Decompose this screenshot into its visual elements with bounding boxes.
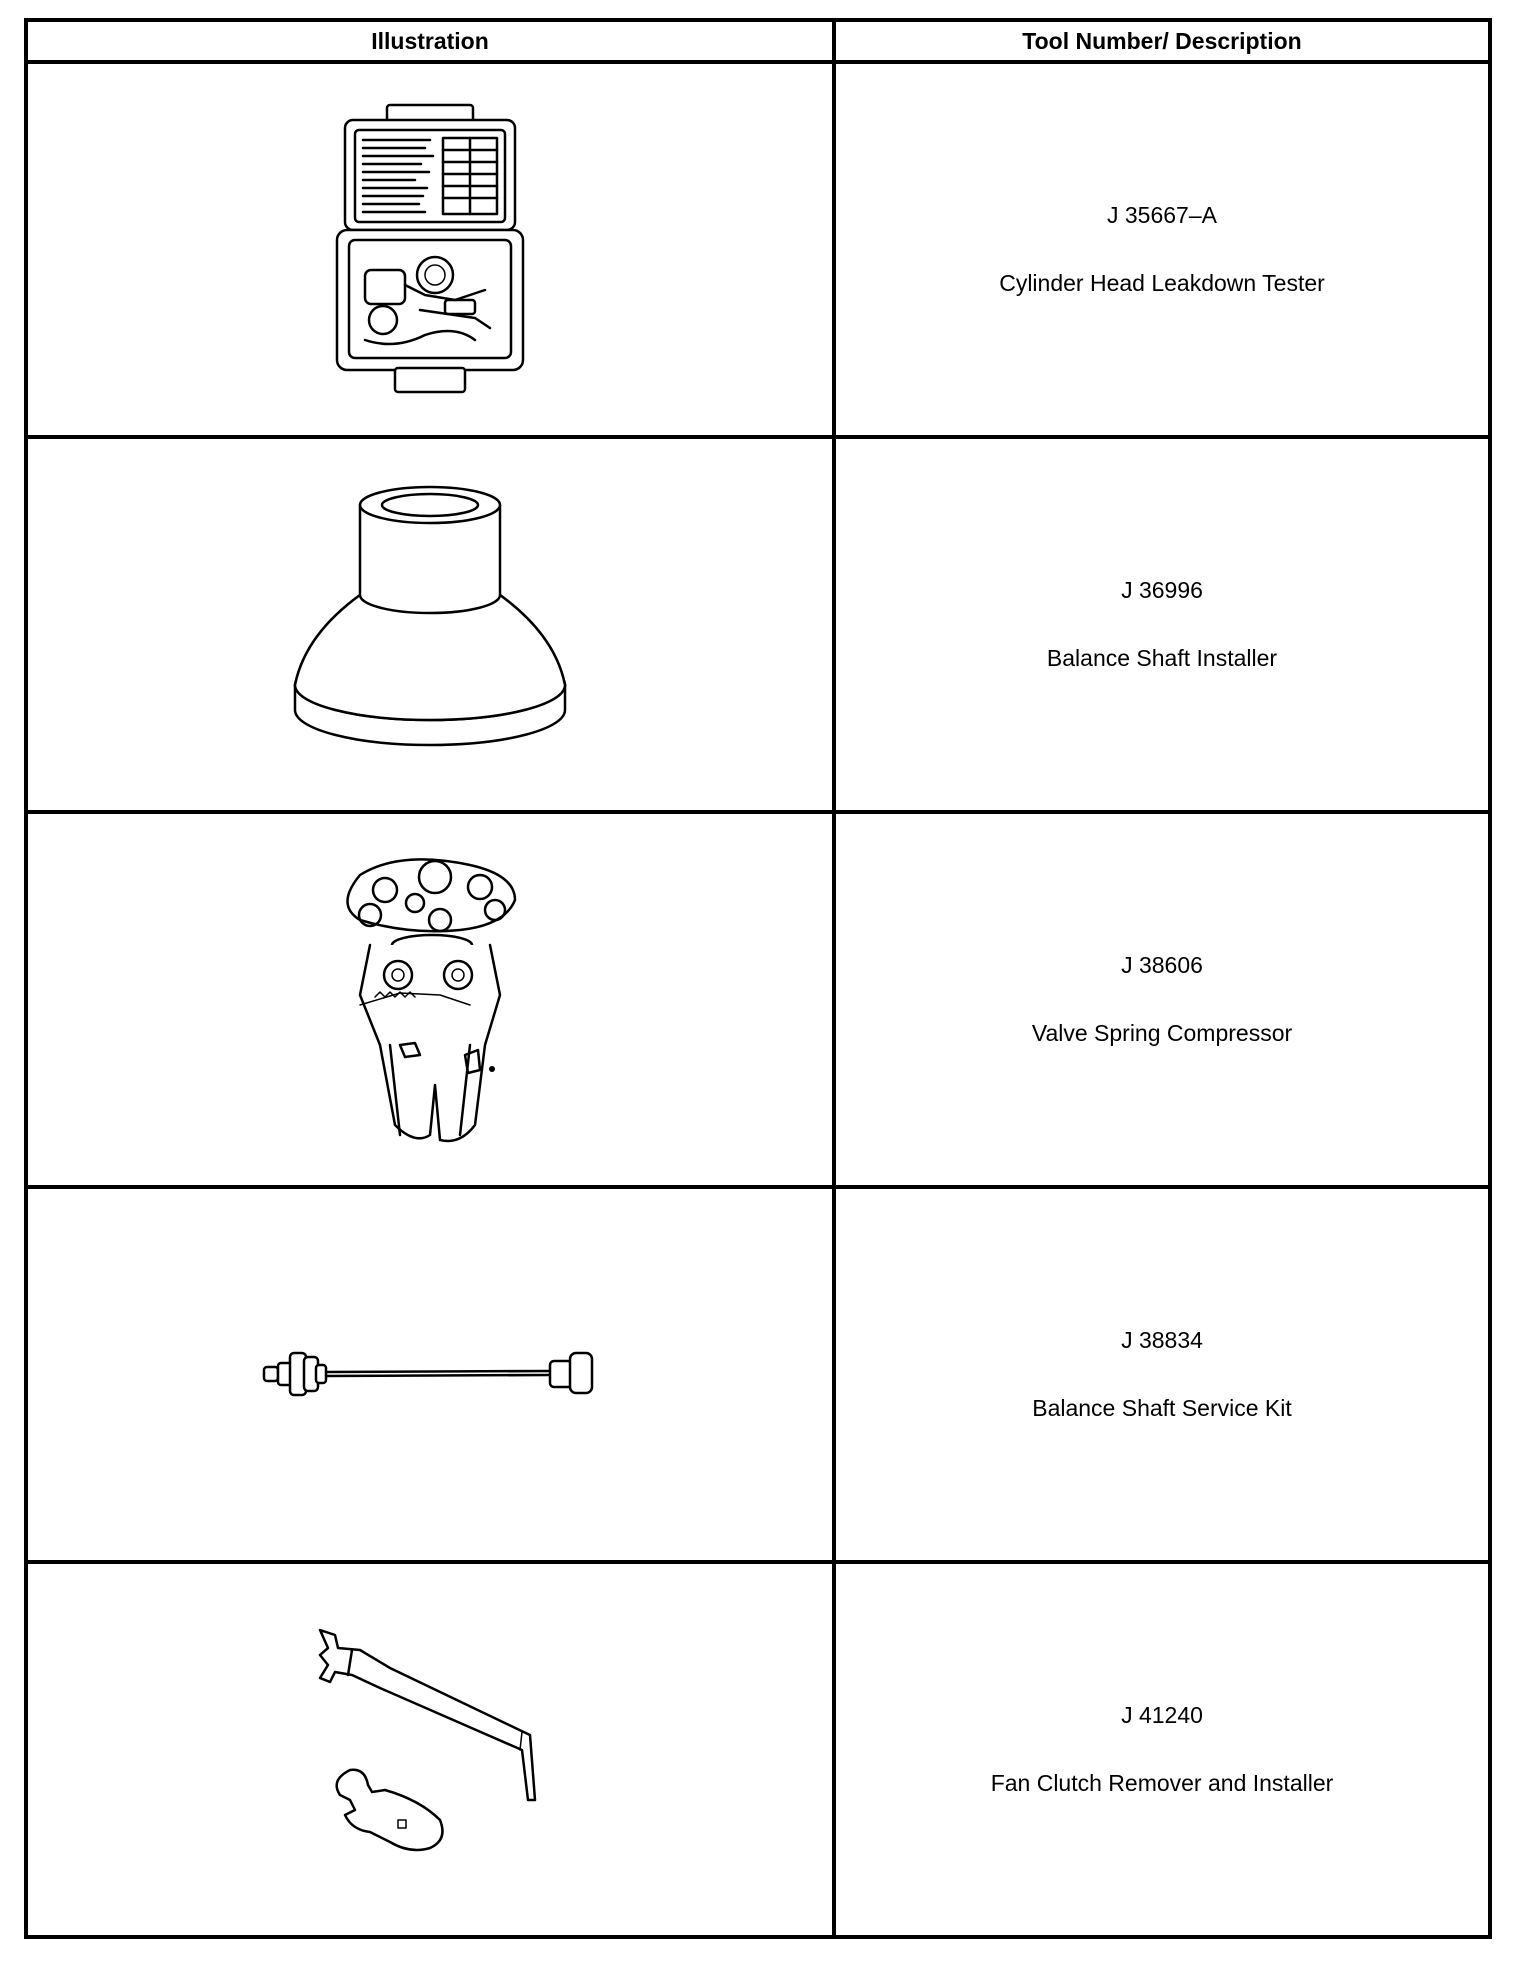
fan-clutch-tool-icon: [290, 1620, 570, 1880]
tool-number: J 38834: [1121, 1326, 1203, 1353]
tool-number: J 41240: [1121, 1701, 1203, 1728]
tool-description-cell: [834, 812, 1490, 1187]
table-row: [26, 1562, 1490, 1937]
table-row: [26, 437, 1490, 812]
table-row: [26, 62, 1490, 437]
illustration-cell: [26, 812, 834, 1187]
tool-description-cell: [834, 437, 1490, 812]
table-row: [26, 812, 1490, 1187]
balance-shaft-installer-icon: [285, 475, 575, 775]
special-tools-table: [24, 18, 1492, 1939]
tool-description-cell: [834, 1562, 1490, 1937]
tool-description-cell: [834, 62, 1490, 437]
valve-spring-compressor-icon: [320, 845, 540, 1155]
illustration-cell: [26, 62, 834, 437]
illustration-cell: [26, 1562, 834, 1937]
table-header-row: [26, 20, 1490, 62]
tool-number: J 38606: [1121, 951, 1203, 978]
tool-description: Fan Clutch Remover and Installer: [990, 1769, 1334, 1796]
tool-description-cell: [834, 1187, 1490, 1562]
illustration-cell: [26, 437, 834, 812]
header-illustration: Illustration: [26, 20, 834, 62]
balance-shaft-service-kit-icon: [260, 1335, 600, 1415]
illustration-cell: [26, 1187, 834, 1562]
leakdown-tester-case-icon: [325, 100, 535, 400]
tool-description: Balance Shaft Installer: [1046, 644, 1278, 671]
tool-number: J 36996: [1121, 576, 1203, 603]
header-tool-number-description: Tool Number/ Description: [834, 20, 1490, 62]
tool-number: J 35667–A: [1107, 201, 1217, 228]
tool-description: Balance Shaft Service Kit: [1032, 1394, 1292, 1421]
table-row: [26, 1187, 1490, 1562]
tool-description: Valve Spring Compressor: [1031, 1019, 1293, 1046]
tool-description: Cylinder Head Leakdown Tester: [999, 269, 1325, 296]
